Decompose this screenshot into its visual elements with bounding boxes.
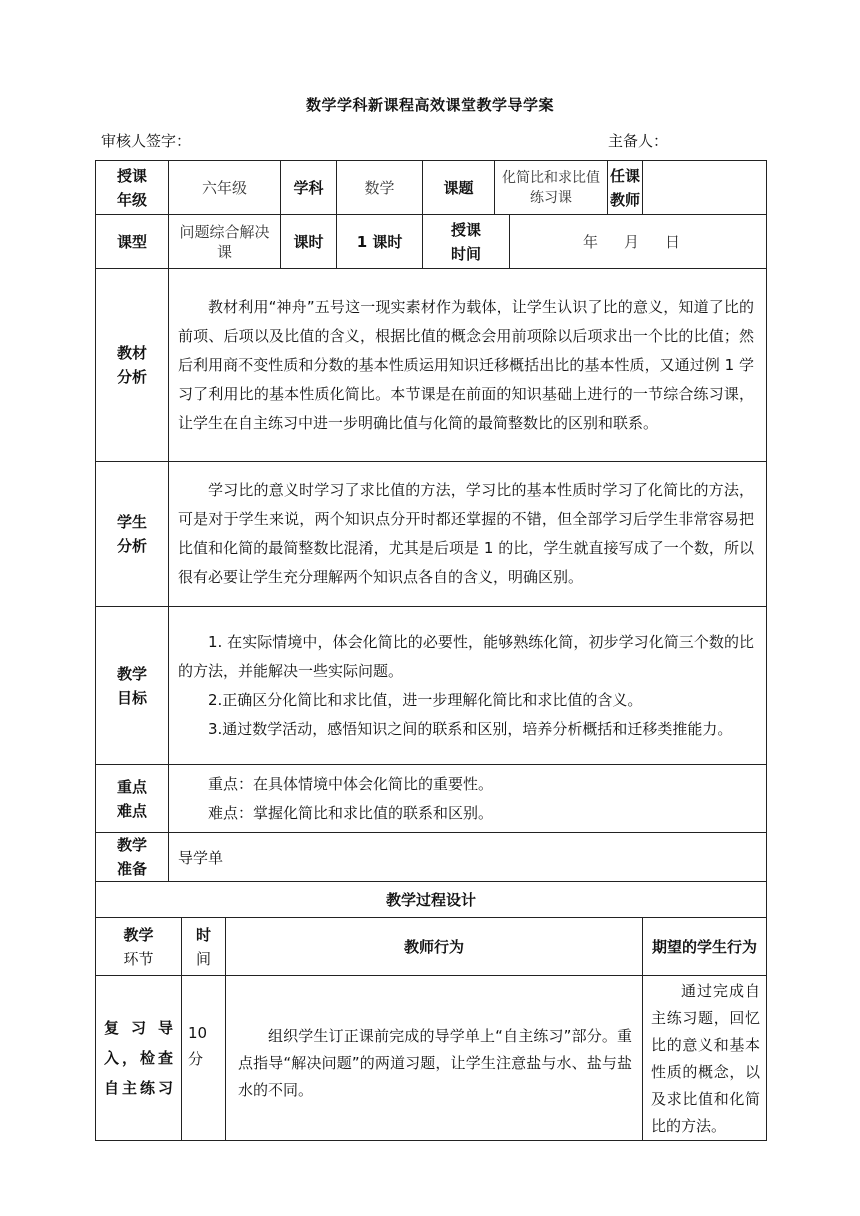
col-time-line1: 时	[195, 925, 211, 944]
teacher-label-text: 任课教师	[610, 166, 641, 209]
date-day: 日	[665, 233, 681, 251]
col-time-header	[182, 918, 226, 976]
grade-label-cell	[96, 161, 169, 215]
lesson-plan-table	[95, 160, 767, 1141]
date-month: 月	[624, 233, 640, 251]
date-label-text: 授课时间	[451, 220, 482, 263]
col-stage-header	[96, 918, 182, 976]
key-label-line2: 难点	[116, 801, 147, 820]
teacher-value	[643, 161, 767, 215]
prep-label-line2: 准备	[116, 860, 147, 878]
process-stage-text: 复习导入，检查自主练习	[104, 1019, 173, 1097]
col-stage-line2: 环节	[123, 949, 154, 968]
grade-value: 六年级	[169, 161, 281, 215]
key-point: 重点：在具体情境中体会化简比的重要性。	[208, 774, 494, 793]
prep-label	[96, 833, 169, 882]
student-analysis-text: 学习比的意义时学习了求比值的方法，学习比的基本性质时学习了化简比的方法，可是对于学生来说，两个知识点分开时都还掌握的不错，但全部学习后学生非常容易把比值和化简的最简整数比混淆，尤其是后项是 1 的比，学生就直接写成了一个数，所以很有必要让学生充分理解两个知识点各自的含义，明确区别。	[178, 481, 755, 586]
key-label	[96, 765, 169, 833]
material-label-line1: 教材	[116, 344, 147, 362]
process-student-text: 通过完成自主练习题，回忆比的意义和基本性质的概念，以及求比值和化简比的方法。	[651, 982, 761, 1135]
goal-label-line1: 教学	[116, 664, 147, 683]
goal-item-3: 3.通过数学活动，感悟知识之间的联系和区别，培养分析概括和迁移类推能力。	[208, 719, 733, 738]
type-label: 课型	[96, 215, 169, 269]
preparer-label: 主备人：	[608, 132, 669, 150]
process-time	[182, 976, 226, 1141]
material-analysis-text: 教材利用“神舟”五号这一现实素材作为载体，让学生认识了比的意义，知道了比的前项、后项以及比值的含义，根据比值的概念会用前项除以后项求出一个比的比值；然后利用商不变性质和分数的基本性质运用知识迁移概括出比的基本性质，又通过例 1 学习了利用比的基本性质化简比。本节课是在前面的知识基础上进行的一节综合练习课，让学生在自主练习中进一步明确比值与化简的最简整数比的区别和联系。	[178, 297, 755, 432]
goal-label	[96, 607, 169, 765]
topic-value	[495, 161, 608, 214]
date-row-cell	[423, 215, 767, 269]
goal-label-line2: 目标	[116, 688, 147, 707]
grade-label: 授课年级	[116, 166, 147, 209]
teaching-goals	[169, 607, 767, 765]
hours-label: 课时	[281, 215, 337, 269]
goal-item-2: 2.正确区分化简比和求比值，进一步理解化简比和求比值的含义。	[208, 690, 643, 709]
process-teacher-text: 组织学生订正课前完成的导学单上“自主练习”部分。重点指导“解决问题”的两道习题，让学生注意盐与水、盐与盐水的不同。	[238, 1026, 633, 1099]
topic-value-text: 化简比和求比值练习课	[502, 169, 601, 206]
prep-label-line1: 教学	[116, 836, 147, 854]
process-teacher	[226, 976, 643, 1141]
topic-label: 课题	[423, 161, 495, 214]
material-label-line2: 分析	[116, 368, 147, 386]
topic-row-cell	[423, 161, 643, 215]
process-student	[643, 976, 767, 1141]
material-analysis	[169, 269, 767, 462]
date-label	[423, 215, 510, 268]
student-label-line1: 学生	[116, 513, 147, 531]
col-teacher-header: 教师行为	[226, 918, 643, 976]
teacher-label	[608, 161, 642, 214]
date-year: 年	[582, 233, 598, 251]
key-points	[169, 765, 767, 833]
student-label-line2: 分析	[116, 537, 147, 555]
difficult-point: 难点：掌握化简比和求比值的联系和区别。	[208, 803, 494, 822]
date-value	[510, 215, 766, 268]
subject-value: 数学	[337, 161, 423, 215]
document-title: 数学学科新课程高效课堂教学导学案	[305, 96, 554, 114]
process-time-text: 10 分	[188, 1024, 208, 1068]
process-stage	[96, 976, 182, 1141]
material-label	[96, 269, 169, 462]
type-value: 问题综合解决课	[179, 222, 270, 261]
type-value-cell	[169, 215, 281, 269]
hours-value: 1 课时	[337, 215, 423, 269]
prep-value: 导学单	[169, 833, 767, 882]
student-label	[96, 462, 169, 607]
student-analysis	[169, 462, 767, 607]
col-student-header: 期望的学生行为	[643, 918, 767, 976]
goal-item-1: 1. 在实际情境中，体会化简比的必要性，能够熟练化简，初步学习化简三个数的比的方法，并能解决一些实际问题。	[178, 632, 755, 680]
subject-label: 学科	[281, 161, 337, 215]
reviewer-signature-label: 审核人签字：	[101, 132, 192, 150]
key-label-line1: 重点	[116, 777, 147, 796]
col-stage-line1: 教学	[123, 925, 154, 944]
process-title: 教学过程设计	[96, 882, 767, 918]
col-time-line2: 间	[195, 949, 211, 968]
